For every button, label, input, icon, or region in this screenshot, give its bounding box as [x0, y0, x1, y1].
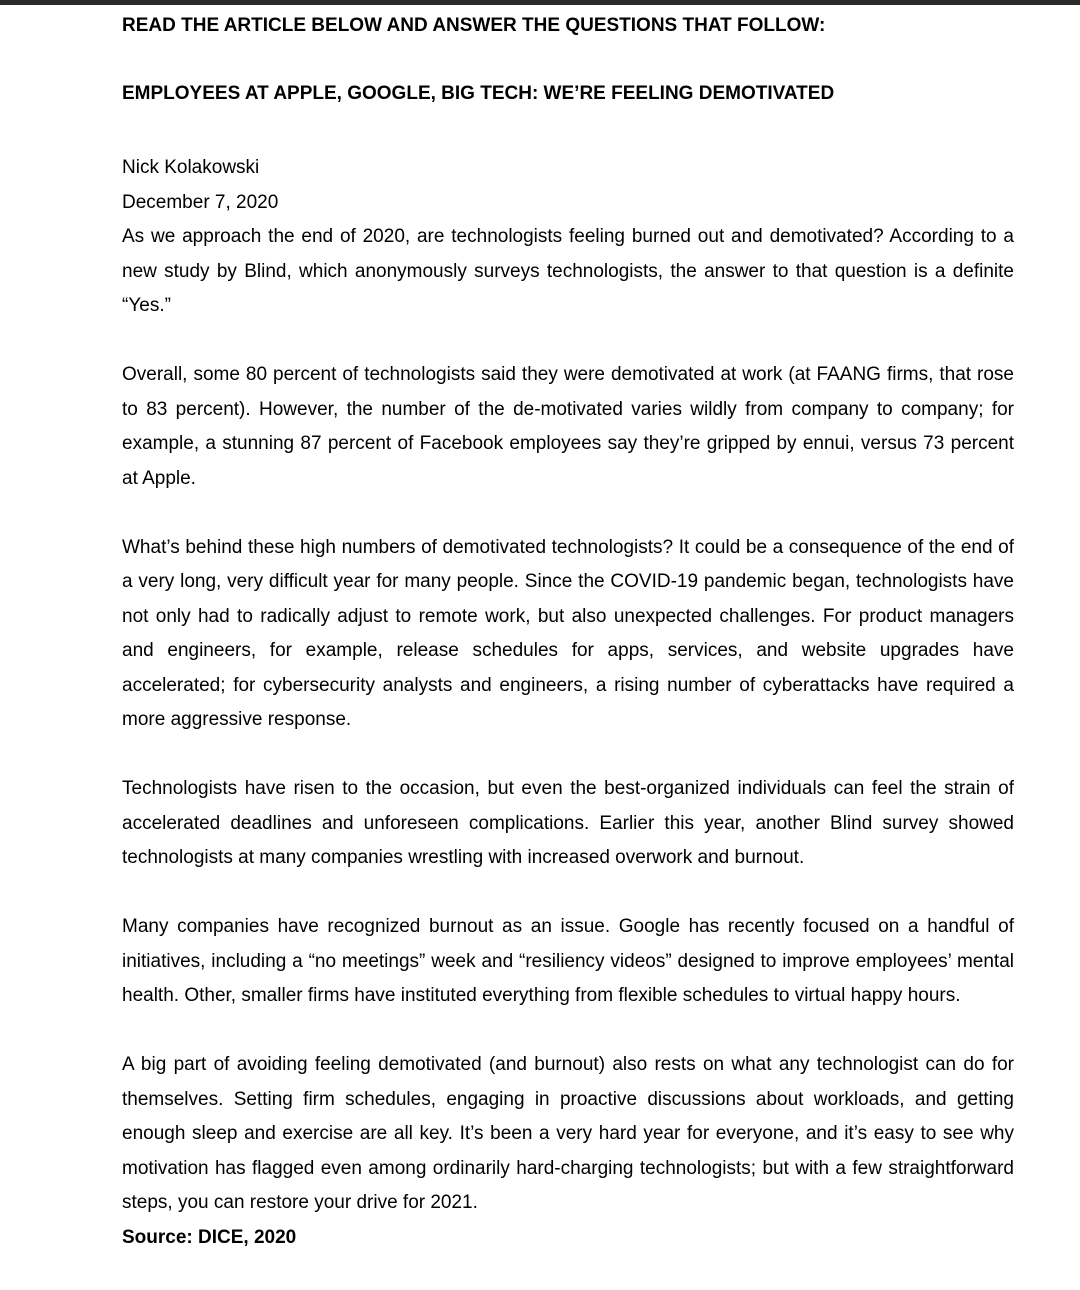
article-paragraph-4: Technologists have risen to the occasion, but even the best-organized individuals can feel the strain of accelerated deadlines and unforeseen complications. Earlier this year, another Blind survey showed technologists at many companies wrestling with increased overwork and burnout.	[122, 778, 1014, 868]
article-source: Source: DICE, 2020	[122, 1226, 297, 1248]
article-paragraph-3: What’s behind these high numbers of demotivated technologists? It could be a consequence of the end of a very long, very difficult year for many people. Since the COVID-19 pandemic began, technologists have not only had to radically adjust to remote work, but also unexpected challenges. For product managers and engineers, for example, release schedules for apps, services, and website upgrades have accelerated; for cybersecurity analysts and engineers, a rising number of cyberattacks have required a more aggressive response.	[122, 536, 1014, 730]
document-page	[122, 13, 1014, 1255]
article-paragraph-2: Overall, some 80 percent of technologists said they were demotivated at work (at FAANG firms, that rose to 83 percent). However, the number of the de-motivated varies wildly from company to company; for example, a stunning 87 percent of Facebook employees say they’re gripped by ennui, versus 73 percent at Apple.	[122, 364, 1014, 489]
article-paragraph-1: As we approach the end of 2020, are technologists feeling burned out and demotivated? According to a new study by Blind, which anonymously surveys technologists, the answer to that question is a definite “Yes.”	[122, 226, 1014, 316]
top-border	[0, 0, 1080, 5]
article-author: Nick Kolakowski	[122, 157, 260, 178]
article-date: December 7, 2020	[122, 191, 279, 213]
article-headline: EMPLOYEES AT APPLE, GOOGLE, BIG TECH: WE’RE FEELING DEMOTIVATED	[122, 83, 835, 104]
instruction-heading: READ THE ARTICLE BELOW AND ANSWER THE QUESTIONS THAT FOLLOW:	[122, 15, 826, 36]
article-paragraph-5: Many companies have recognized burnout as an issue. Google has recently focused on a handful of initiatives, including a “no meetings” week and “resiliency videos” designed to improve employees’ mental health. Other, smaller firms have instituted everything from flexible schedules to virtual happy hours.	[122, 916, 1014, 1006]
article-paragraph-6: A big part of avoiding feeling demotivated (and burnout) also rests on what any technologist can do for themselves. Setting firm schedules, engaging in proactive discussions about workloads, and getting enough sleep and exercise are all key. It’s been a very hard year for everyone, and it’s easy to see why motivation has flagged even among ordinarily hard-charging technologists; but with a few straightforward steps, you can restore your drive for 2021.	[122, 1054, 1014, 1213]
